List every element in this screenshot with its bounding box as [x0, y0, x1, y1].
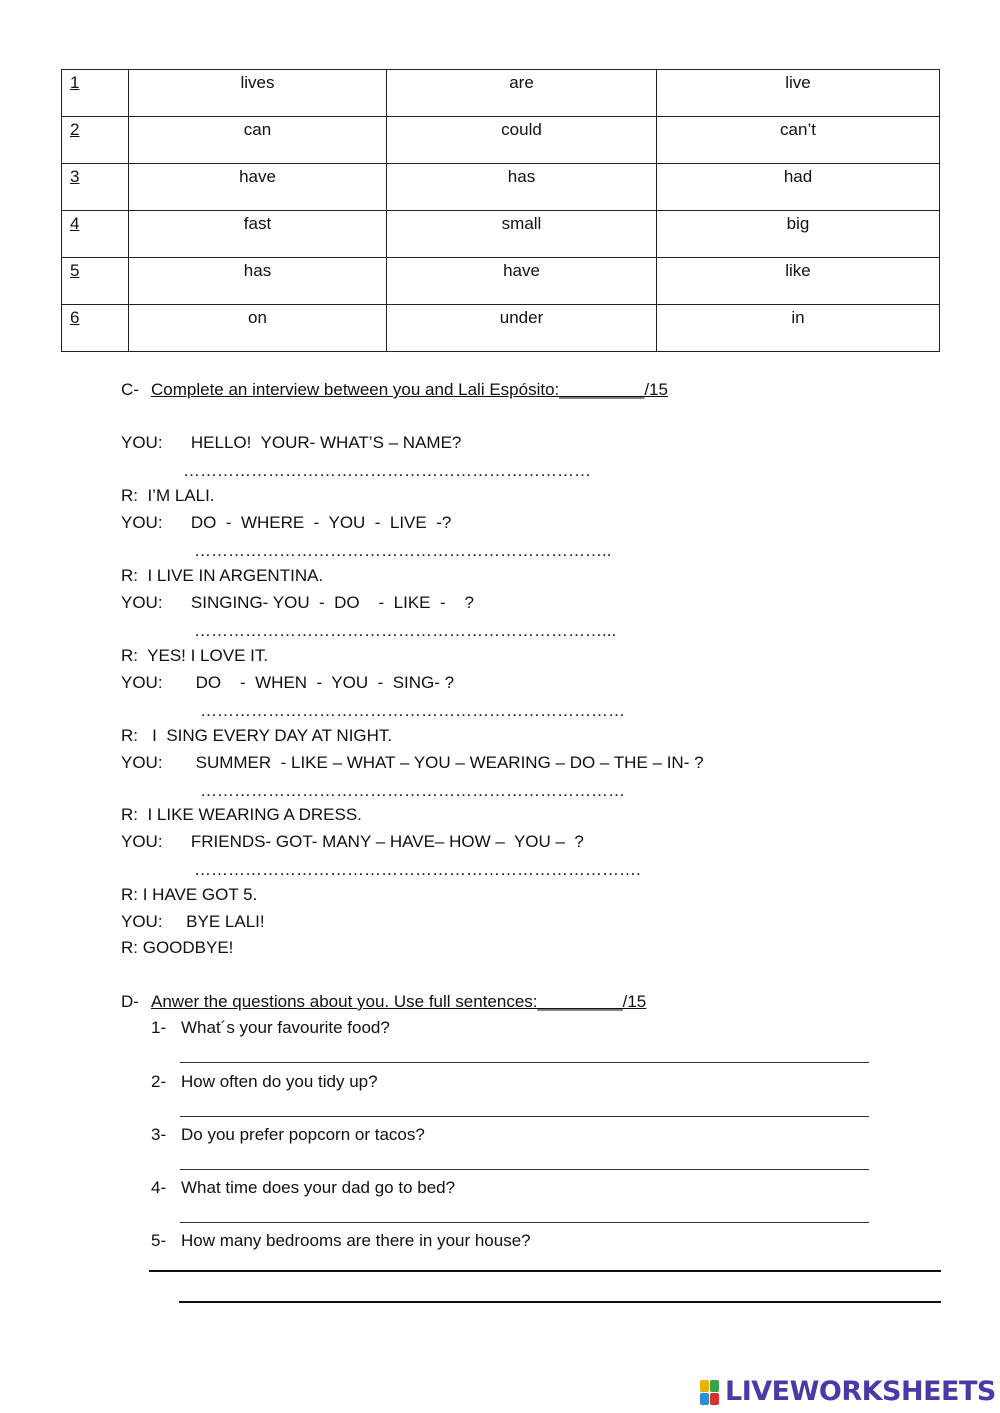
option-b[interactable]: could: [387, 117, 657, 164]
brand-name: LIVEWORKSHEETS: [725, 1376, 996, 1407]
option-c[interactable]: big: [657, 211, 940, 258]
row-number: 6: [62, 305, 129, 352]
table-row: [62, 70, 940, 117]
option-a[interactable]: on: [129, 305, 387, 352]
dialogue-reply-6: R: I HAVE GOT 5.: [121, 885, 258, 904]
option-c[interactable]: live: [657, 70, 940, 117]
row-number: 1: [62, 70, 129, 117]
question-text: Do you prefer popcorn or tacos?: [181, 1125, 425, 1144]
choices-table: [61, 69, 940, 352]
liveworksheets-logo-icon: [700, 1380, 720, 1406]
section-c-title: Complete an interview between you and Lali Espósito:_________/15: [151, 380, 668, 399]
dialogue-question-6: YOU: FRIENDS- GOT- MANY – HAVE– HOW – YOU – ?: [121, 832, 584, 851]
dialogue-question-2: YOU: DO - WHERE - YOU - LIVE -?: [121, 513, 452, 532]
question-text: How many bedrooms are there in your house?: [181, 1231, 531, 1250]
dialogue-reply-3: R: YES! I LOVE IT.: [121, 646, 269, 665]
option-a[interactable]: lives: [129, 70, 387, 117]
row-number: 4: [62, 211, 129, 258]
dialogue-question-3: YOU: SINGING- YOU - DO - LIKE - ?: [121, 593, 474, 612]
answer-blank-1[interactable]: ………………………………………………………………: [183, 461, 591, 480]
row-number: 3: [62, 164, 129, 211]
section-d-title: Anwer the questions about you. Use full sentences:_________/15: [151, 992, 647, 1011]
dialogue-reply-4: R: I SING EVERY DAY AT NIGHT.: [121, 726, 393, 745]
question-number: 1-: [151, 1018, 167, 1037]
dialogue-reply-7: R: GOODBYE!: [121, 938, 234, 957]
table-row: [62, 305, 940, 352]
dialogue-reply-2: R: I LIVE IN ARGENTINA.: [121, 566, 324, 585]
option-a[interactable]: has: [129, 258, 387, 305]
question-text: What time does your dad go to bed?: [181, 1178, 456, 1197]
answer-line-3[interactable]: [180, 1169, 869, 1170]
option-c[interactable]: had: [657, 164, 940, 211]
question-number: 5-: [151, 1231, 167, 1250]
answer-line-2[interactable]: [180, 1116, 869, 1117]
option-a[interactable]: fast: [129, 211, 387, 258]
option-b[interactable]: are: [387, 70, 657, 117]
dialogue-reply-1: R: I’M LALI.: [121, 486, 215, 505]
option-b[interactable]: have: [387, 258, 657, 305]
answer-line-4[interactable]: [180, 1222, 869, 1223]
option-b[interactable]: has: [387, 164, 657, 211]
option-c[interactable]: like: [657, 258, 940, 305]
question-text: How often do you tidy up?: [181, 1072, 378, 1091]
table-row: [62, 164, 940, 211]
option-b[interactable]: under: [387, 305, 657, 352]
option-a[interactable]: can: [129, 117, 387, 164]
answer-line-5a[interactable]: [149, 1270, 941, 1272]
question-number: 4-: [151, 1178, 167, 1197]
option-b[interactable]: small: [387, 211, 657, 258]
dialogue-question-4: YOU: DO - WHEN - YOU - SING- ?: [121, 673, 455, 692]
section-d-letter: D-: [121, 992, 139, 1011]
dialogue-question-7: YOU: BYE LALI!: [121, 912, 265, 931]
answer-blank-3[interactable]: ………………………………………………………………...: [194, 621, 617, 640]
dialogue-question-5: YOU: SUMMER - LIKE – WHAT – YOU – WEARING – DO – THE – IN- ?: [121, 753, 704, 772]
option-c[interactable]: in: [657, 305, 940, 352]
answer-blank-5[interactable]: …………………………………………………………………: [200, 781, 625, 800]
question-text: What´s your favourite food?: [181, 1018, 390, 1037]
answer-blank-2[interactable]: ………………………………………………………………..: [194, 541, 612, 560]
row-number: 2: [62, 117, 129, 164]
table-row: [62, 258, 940, 305]
dialogue-reply-5: R: I LIKE WEARING A DRESS.: [121, 805, 362, 824]
table-row: [62, 117, 940, 164]
section-c-letter: C-: [121, 380, 139, 399]
table-row: [62, 211, 940, 258]
question-number: 3-: [151, 1125, 167, 1144]
row-number: 5: [62, 258, 129, 305]
answer-blank-4[interactable]: …………………………………………………………………: [200, 701, 625, 720]
option-a[interactable]: have: [129, 164, 387, 211]
option-c[interactable]: can’t: [657, 117, 940, 164]
dialogue-question-1: YOU: HELLO! YOUR- WHAT’S – NAME?: [121, 433, 462, 452]
answer-line-1[interactable]: [180, 1062, 869, 1063]
answer-line-5b[interactable]: [179, 1301, 941, 1303]
answer-blank-6[interactable]: …………………………………………………………………….: [194, 860, 641, 879]
question-number: 2-: [151, 1072, 167, 1091]
